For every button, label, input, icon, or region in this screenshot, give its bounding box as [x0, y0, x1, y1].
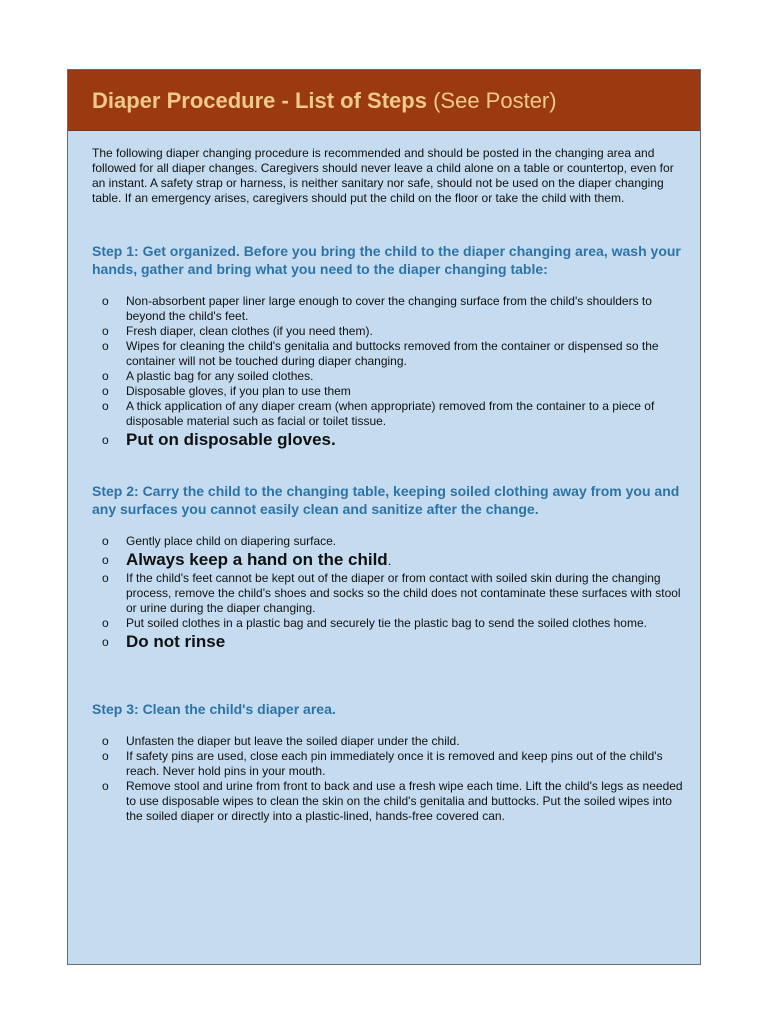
page-title [92, 88, 557, 114]
bullet-icon: o [102, 749, 109, 763]
list-item [92, 339, 684, 369]
list-item-text: Remove stool and urine from front to back and use a fresh wipe each time. Lift the child's legs as needed to use disposable wipes to clean the skin on the child's genitalia and buttocks. Put the soiled wipes into the soiled diaper or directly into a plastic-lined, hands-free covered can. [126, 779, 683, 823]
bullet-icon: o [102, 635, 109, 649]
bullet-icon: o [102, 324, 109, 338]
bullet-icon: o [102, 369, 109, 383]
bullet-icon: o [102, 534, 109, 548]
step2-list [92, 534, 684, 652]
list-item-text: Fresh diaper, clean clothes (if you need them). [126, 324, 373, 338]
list-item-text: Wipes for cleaning the child's genitalia and buttocks removed from the container or dispensed so the container will not be touched during diaper changing. [126, 339, 659, 368]
step2-heading: Step 2: Carry the child to the changing table, keeping soiled clothing away from you and any surfaces you cannot easily clean and sanitize after the change. [92, 483, 680, 517]
list-item [92, 749, 684, 779]
list-item [92, 734, 684, 749]
bullet-icon: o [102, 571, 109, 585]
list-item-text: Unfasten the diaper but leave the soiled diaper under the child. [126, 734, 460, 748]
list-item-text: If the child's feet cannot be kept out of the diaper or from contact with soiled skin during the changing process, remove the child's shoes and socks so the child does not contaminate these surfaces with stool or urine during the diaper changing. [126, 571, 681, 615]
bullet-icon: o [102, 294, 109, 308]
list-item-text: Non-absorbent paper liner large enough to cover the changing surface from the child's shoulders to beyond the child's feet. [126, 294, 652, 323]
list-item-emphasis [92, 549, 684, 571]
list-item [92, 384, 684, 399]
list-item-text: Gently place child on diapering surface. [126, 534, 337, 548]
list-item-text: A plastic bag for any soiled clothes. [126, 369, 314, 383]
list-item [92, 399, 684, 429]
procedure-panel [67, 69, 701, 965]
list-item-text: A thick application of any diaper cream (when appropriate) removed from the container to a piece of disposable material such as facial or toilet tissue. [126, 399, 655, 428]
bullet-icon: o [102, 553, 109, 567]
bullet-icon: o [102, 779, 109, 793]
step1-list [92, 294, 684, 450]
bullet-icon: o [102, 399, 109, 413]
list-item-emphasis [92, 429, 684, 450]
list-item [92, 294, 684, 324]
step3-heading: Step 3: Clean the child's diaper area. [92, 701, 336, 717]
list-item [92, 324, 684, 339]
content-area [92, 146, 684, 824]
step3-list [92, 734, 684, 824]
title-subtitle: (See Poster) [433, 88, 557, 113]
list-item-tail: . [387, 553, 392, 568]
list-item-text: Put on disposable gloves. [126, 430, 336, 449]
list-item [92, 779, 684, 824]
bullet-icon: o [102, 734, 109, 748]
list-item-text: Do not rinse [126, 632, 226, 651]
bullet-icon: o [102, 384, 109, 398]
list-item [92, 534, 684, 549]
header-bar [68, 70, 700, 131]
list-item [92, 369, 684, 384]
bullet-icon: o [102, 433, 109, 447]
list-item-text: If safety pins are used, close each pin immediately once it is removed and keep pins out of the child's reach. Never hold pins in your mouth. [126, 749, 663, 778]
intro-paragraph: The following diaper changing procedure is recommended and should be posted in the changing area and followed for all diaper changes. Caregivers should never leave a child alone on a table or countertop, even for an instant. A safety strap or harness, is neither sanitary nor safe, should not be used on the diaper changing table. If an emergency arises, caregivers should put the child on the floor or take the child with them. [92, 146, 674, 205]
list-item [92, 616, 684, 631]
step1-heading: Step 1: Get organized. Before you bring the child to the diaper changing area, wash your hands, gather and bring what you need to the diaper changing table: [92, 243, 681, 277]
bullet-icon: o [102, 339, 109, 353]
list-item-emphasis [92, 631, 684, 652]
bullet-icon: o [102, 616, 109, 630]
list-item-text: Always keep a hand on the child [126, 550, 388, 569]
title-main: Diaper Procedure - List of Steps [92, 88, 427, 113]
list-item [92, 571, 684, 616]
list-item-text: Put soiled clothes in a plastic bag and securely tie the plastic bag to send the soiled clothes home. [126, 616, 647, 630]
list-item-text: Disposable gloves, if you plan to use them [126, 384, 351, 398]
